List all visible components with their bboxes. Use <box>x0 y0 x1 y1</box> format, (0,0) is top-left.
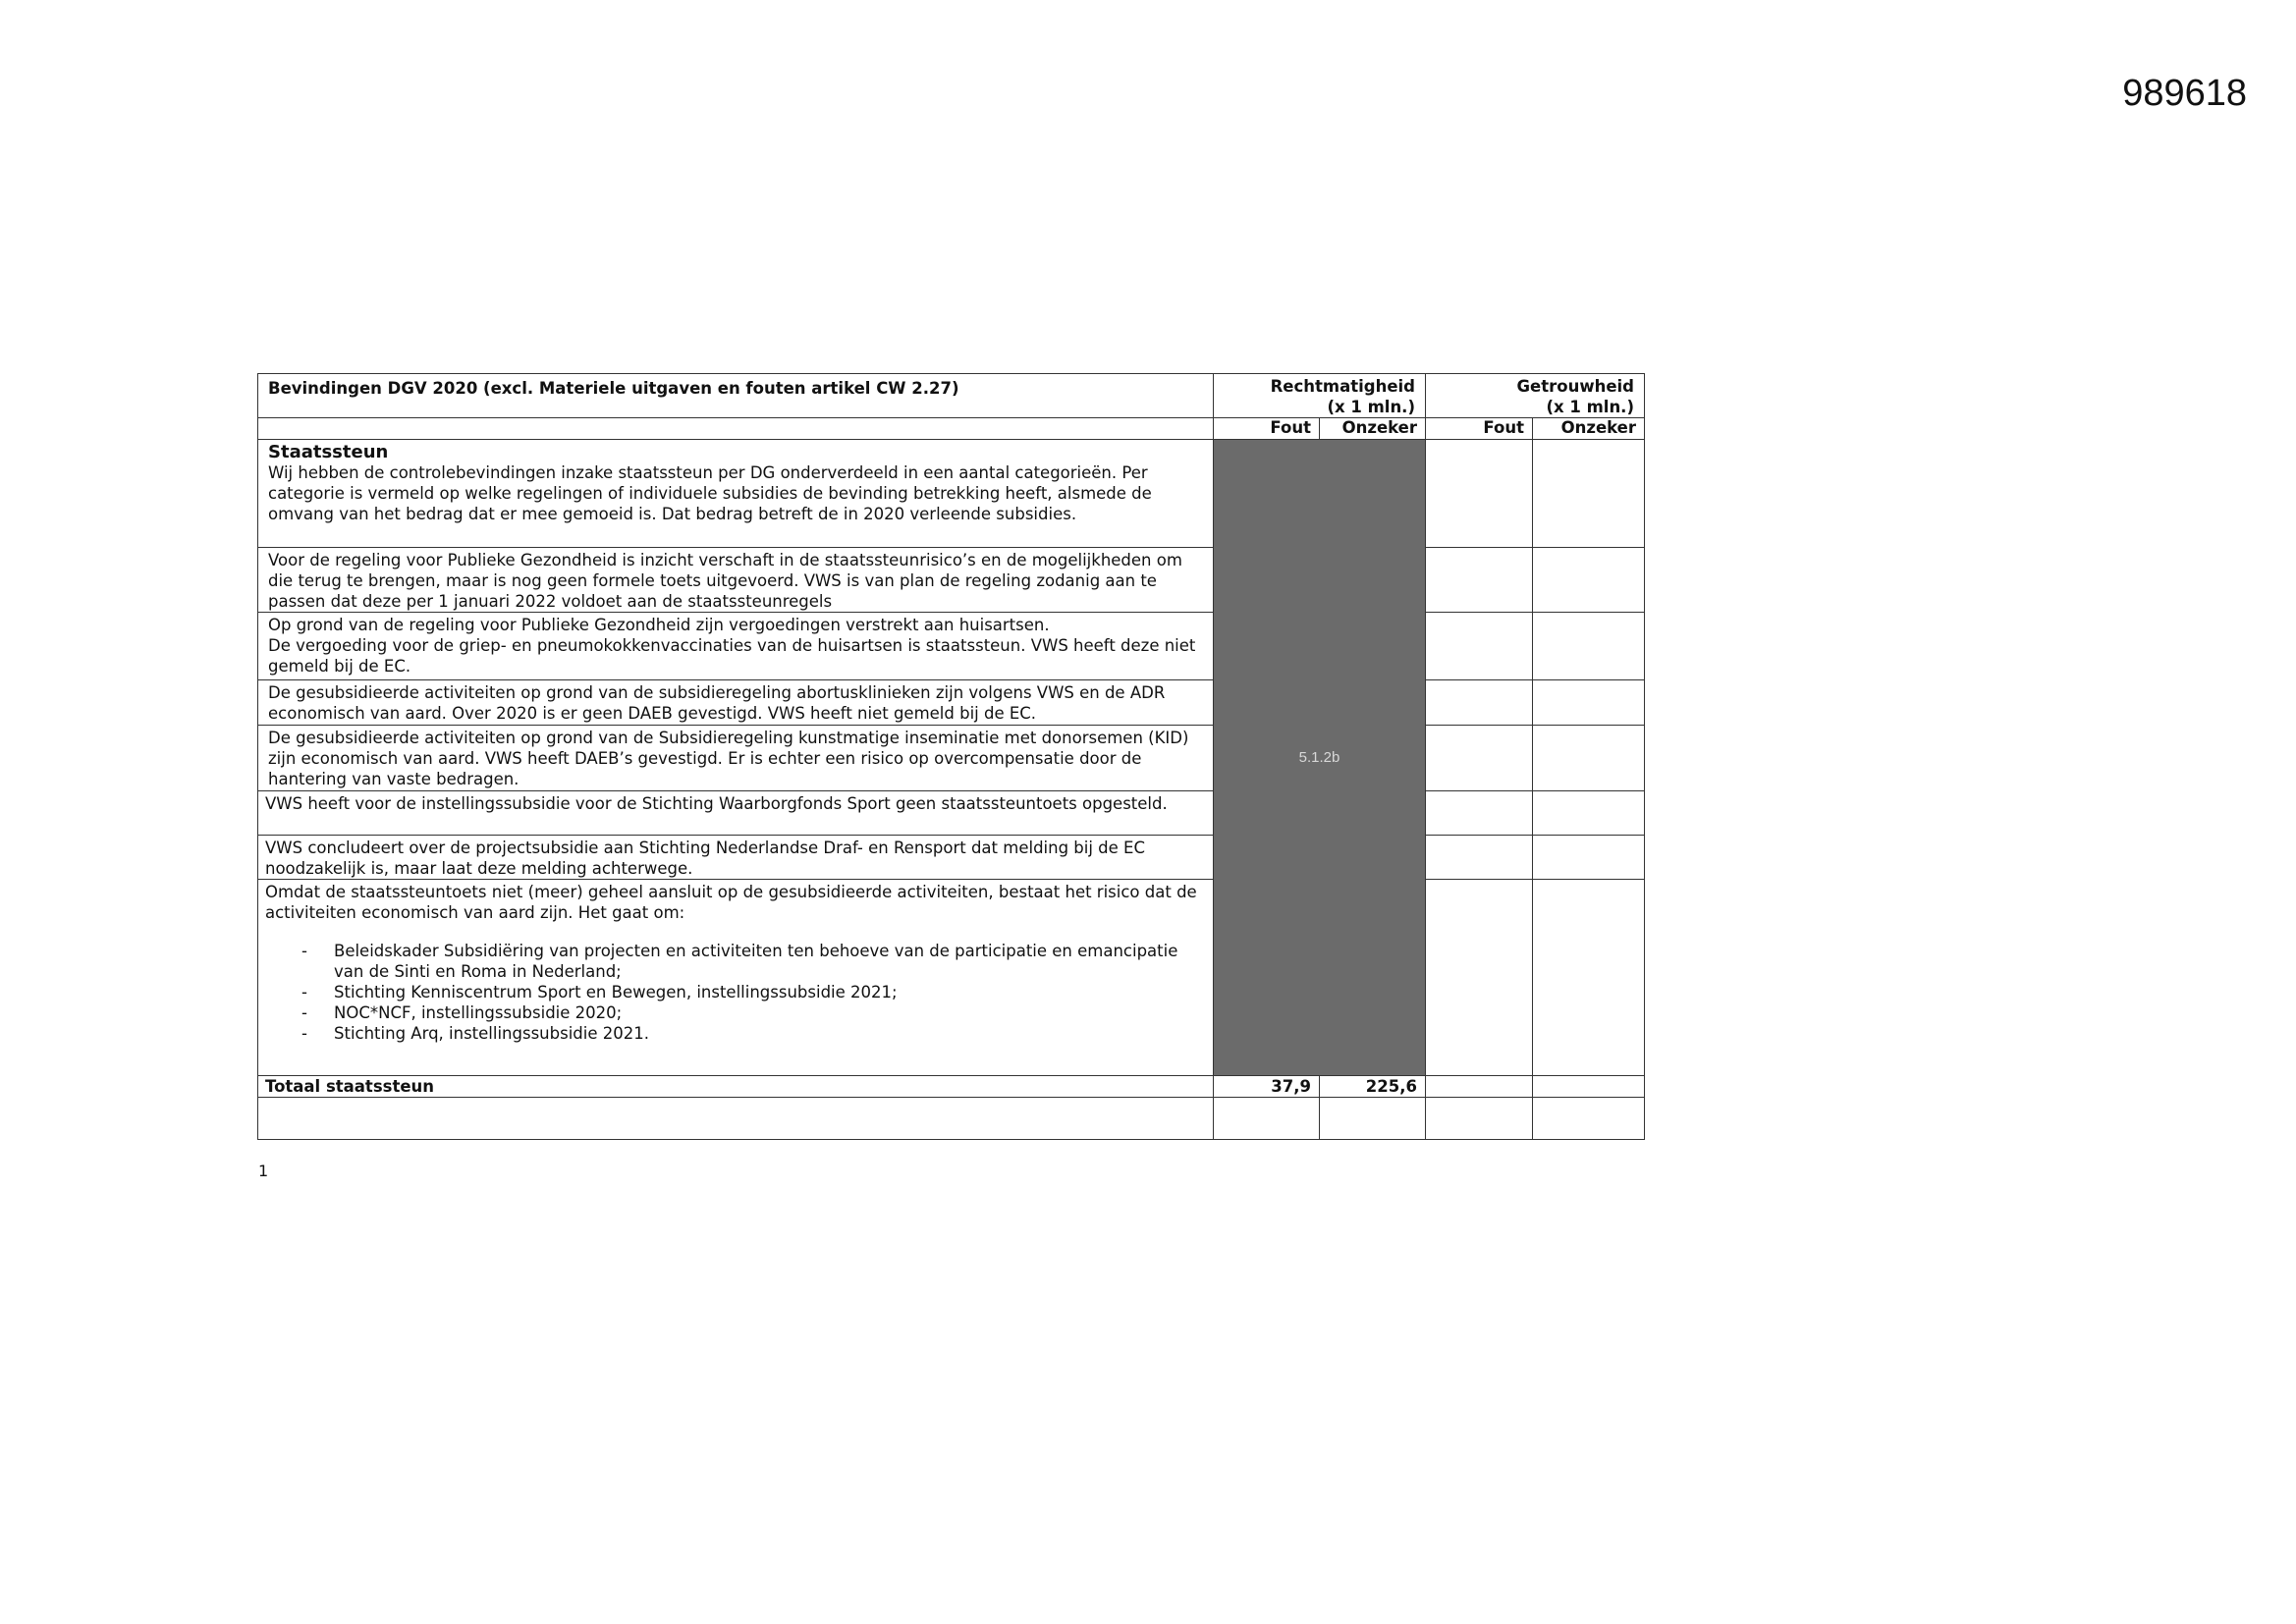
finding-text: Op grond van de regeling voor Publieke Gezondheid zijn vergoedingen verstrekt aan huisartsen. <box>268 616 1050 635</box>
list-item-text: NOC*NCF, instellingssubsidie 2020; <box>334 1003 623 1023</box>
empty-cell <box>1533 1098 1645 1140</box>
finding-text: Omdat de staatssteuntoets niet (meer) geheel aansluit op de gesubsidieerde activiteiten, bestaat het risico dat de activiteiten economisch van aard zijn. Het gaat om: <box>265 883 1197 923</box>
getrouwheid-fout-cell <box>1426 880 1533 1076</box>
list-item <box>265 1002 1203 1023</box>
list-item-text: Stichting Arq, instellingssubsidie 2021. <box>334 1024 649 1044</box>
table-row <box>258 680 1645 725</box>
table-title: Bevindingen DGV 2020 (excl. Materiele uitgaven en fouten artikel CW 2.27) <box>258 374 1214 418</box>
group-unit: (x 1 mln.) <box>1546 398 1634 416</box>
getrouwheid-onzeker-cell <box>1533 725 1645 791</box>
getrouwheid-fout-cell <box>1426 835 1533 879</box>
total-rechtmatigheid-fout: 37,9 <box>1214 1076 1320 1098</box>
table-header-row <box>258 374 1645 418</box>
subheader-empty <box>258 418 1214 439</box>
getrouwheid-onzeker-cell <box>1533 680 1645 725</box>
getrouwheid-fout-cell <box>1426 439 1533 547</box>
finding-text: De gesubsidieerde activiteiten op grond van de subsidieregeling abortusklinieken zijn volgens VWS en de ADR economisch van aard. Over 2020 is er geen DAEB gevestigd. VWS heeft niet gemeld bij de EC. <box>258 680 1214 725</box>
empty-row <box>258 1098 1645 1140</box>
bullet-dash: - <box>301 1003 307 1023</box>
page-number: 1 <box>258 1162 269 1180</box>
finding-text: De gesubsidieerde activiteiten op grond van de Subsidieregeling kunstmatige inseminatie met donorsemen (KID) zijn economisch van aard. VWS heeft DAEB’s gevestigd. Er is echter een risico op overcompensatie door de hantering van vaste bedragen. <box>258 725 1214 791</box>
finding-cell <box>258 880 1214 1076</box>
table-row <box>258 725 1645 791</box>
group-unit: (x 1 mln.) <box>1327 398 1415 416</box>
table-row <box>258 547 1645 613</box>
group-name: Getrouwheid <box>1516 377 1634 396</box>
getrouwheid-onzeker-cell <box>1533 880 1645 1076</box>
subheader-onzeker: Onzeker <box>1533 418 1645 439</box>
finding-cell <box>258 439 1214 547</box>
bullet-dash: - <box>301 1024 307 1044</box>
empty-cell <box>1426 1098 1533 1140</box>
getrouwheid-fout-cell <box>1426 547 1533 613</box>
list-item <box>265 982 1203 1002</box>
getrouwheid-onzeker-cell <box>1533 791 1645 835</box>
empty-cell <box>258 1098 1214 1140</box>
list-item-text: Beleidskader Subsidiëring van projecten en activiteiten ten behoeve van de participatie en emancipatie van de Sinti en Roma in Nederland; <box>334 942 1178 982</box>
finding-text: VWS heeft voor de instellingssubsidie voor de Stichting Waarborgfonds Sport geen staatssteuntoets opgesteld. <box>258 791 1214 835</box>
getrouwheid-fout-cell <box>1426 791 1533 835</box>
table-row <box>258 880 1645 1076</box>
table-row <box>258 613 1645 680</box>
findings-table <box>257 373 1645 1140</box>
group-header-rechtmatigheid <box>1214 374 1426 418</box>
table-row <box>258 791 1645 835</box>
finding-text: VWS concludeert over de projectsubsidie aan Stichting Nederlandse Draf- en Rensport dat melding bij de EC noodzakelijk is, maar laat deze melding achterwege. <box>258 835 1214 879</box>
finding-text: De vergoeding voor de griep- en pneumokokkenvaccinaties van de huisartsen is staatssteun. VWS heeft deze niet gemeld bij de EC. <box>268 636 1196 677</box>
getrouwheid-onzeker-cell <box>1533 835 1645 879</box>
subheader-row <box>258 418 1645 439</box>
finding-cell <box>258 613 1214 680</box>
list-item-text: Stichting Kenniscentrum Sport en Bewegen, instellingssubsidie 2021; <box>334 983 898 1002</box>
empty-cell <box>1320 1098 1426 1140</box>
group-name: Rechtmatigheid <box>1270 377 1415 396</box>
total-rechtmatigheid-onzeker: 225,6 <box>1320 1076 1426 1098</box>
bullet-dash: - <box>301 983 307 1002</box>
table-row <box>258 835 1645 879</box>
section-heading: Staatssteun <box>268 441 389 462</box>
bullet-dash: - <box>301 942 307 961</box>
list-item <box>265 1023 1203 1044</box>
subheader-fout: Fout <box>1214 418 1320 439</box>
getrouwheid-fout-cell <box>1426 725 1533 791</box>
getrouwheid-onzeker-cell <box>1533 547 1645 613</box>
getrouwheid-onzeker-cell <box>1533 613 1645 680</box>
empty-cell <box>1214 1098 1320 1140</box>
list-item <box>265 941 1203 982</box>
redaction-code: 5.1.2b <box>1298 749 1340 767</box>
getrouwheid-fout-cell <box>1426 680 1533 725</box>
finding-text: Voor de regeling voor Publieke Gezondheid is inzicht verschaft in de staatssteunrisico’s en de mogelijkheden om die terug te brengen, maar is nog geen formele toets uitgevoerd. VWS is van plan de regeling zodanig aan te passen dat deze per 1 januari 2022 voldoet aan de staatssteunregels <box>258 547 1214 613</box>
bullet-list <box>265 941 1203 1044</box>
finding-text: Wij hebben de controlebevindingen inzake staatssteun per DG onderverdeeld in een aantal categorieën. Per categorie is vermeld op welke regelingen of individuele subsidies de bevinding betrekking heeft, alsmede de omvang van het bedrag dat er mee gemoeid is. Dat bedrag betreft de in 2020 verleende subsidies. <box>268 462 1152 523</box>
total-row <box>258 1076 1645 1098</box>
total-label: Totaal staatssteun <box>258 1076 1214 1098</box>
table-row <box>258 439 1645 547</box>
group-header-getrouwheid <box>1426 374 1645 418</box>
subheader-fout: Fout <box>1426 418 1533 439</box>
redaction-block <box>1214 439 1426 1076</box>
total-getrouwheid-fout <box>1426 1076 1533 1098</box>
total-getrouwheid-onzeker <box>1533 1076 1645 1098</box>
getrouwheid-onzeker-cell <box>1533 439 1645 547</box>
document-number: 989618 <box>2122 73 2247 114</box>
getrouwheid-fout-cell <box>1426 613 1533 680</box>
subheader-onzeker: Onzeker <box>1320 418 1426 439</box>
